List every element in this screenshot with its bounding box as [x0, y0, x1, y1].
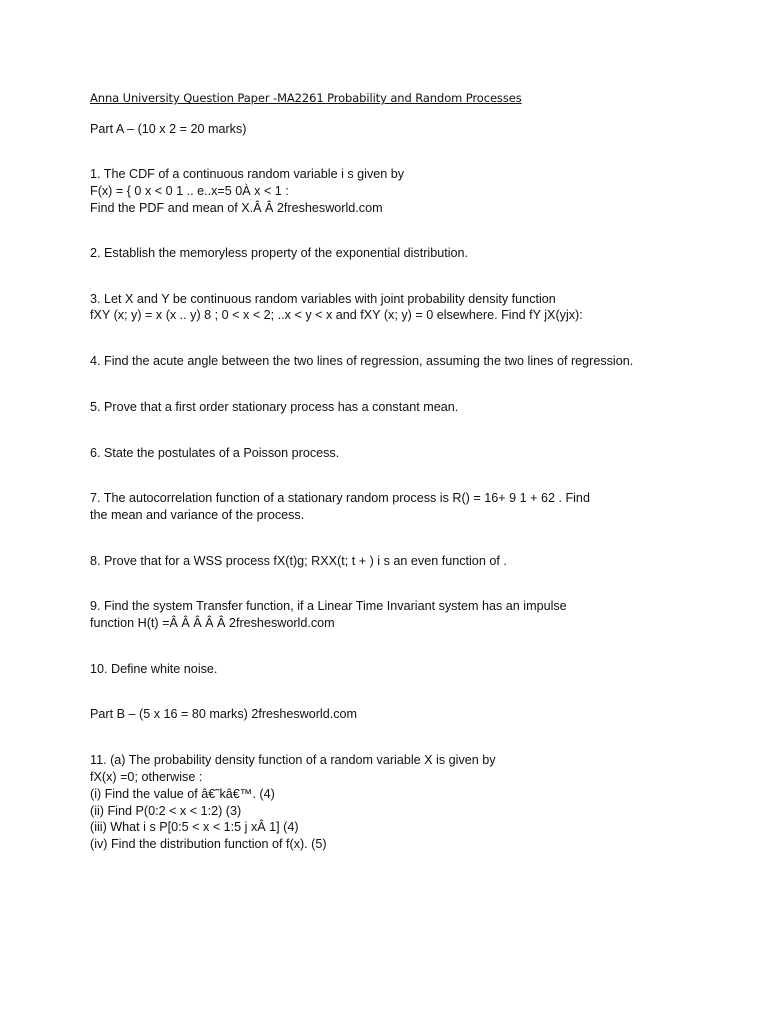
question-11-line-3: (i) Find the value of â€˜kâ€™. (4) — [90, 787, 275, 801]
question-3-line-1: 3. Let X and Y be continuous random variables with joint probability density function — [90, 292, 556, 306]
question-11-line-2: fX(x) =0; otherwise : — [90, 770, 203, 784]
question-10: 10. Define white noise. — [90, 662, 218, 676]
part-b-heading: Part B – (5 x 16 = 80 marks) 2freshesworld.com — [90, 707, 358, 721]
question-4: 4. Find the acute angle between the two lines of regression, assuming the two lines of regression. — [90, 354, 634, 368]
question-8: 8. Prove that for a WSS process fX(t)g; RXX(t; t + ) i s an even function of . — [90, 554, 507, 568]
question-11-line-5: (iii) What i s P[0:5 < x < 1:5 j xÂ 1] (4) — [90, 820, 299, 834]
question-9-line-2: function H(t) =Â Â Â Â Â 2freshesworld.com — [90, 616, 335, 630]
question-1-line-3: Find the PDF and mean of X.Â Â 2freshesworld.com — [90, 201, 383, 215]
question-3-line-2: fXY (x; y) = x (x .. y) 8 ; 0 < x < 2; ..x < y < x and fXY (x; y) = 0 elsewhere. Find fY jX(yjx): — [90, 308, 583, 322]
document-title: Anna University Question Paper -MA2261 Probability and Random Processes — [90, 91, 522, 105]
question-1-line-1: 1. The CDF of a continuous random variable i s given by — [90, 167, 405, 181]
question-2: 2. Establish the memoryless property of the exponential distribution. — [90, 246, 469, 260]
question-6: 6. State the postulates of a Poisson process. — [90, 446, 340, 460]
question-5: 5. Prove that a first order stationary process has a constant mean. — [90, 400, 459, 414]
question-7-line-1: 7. The autocorrelation function of a stationary random process is R() = 16+ 9 1 + 62 . Find — [90, 491, 590, 505]
question-7-line-2: the mean and variance of the process. — [90, 508, 305, 522]
question-11-line-6: (iv) Find the distribution function of f(x). (5) — [90, 837, 327, 851]
question-11-line-1: 11. (a) The probability density function of a random variable X is given by — [90, 753, 496, 767]
question-11-line-4: (ii) Find P(0:2 < x < 1:2) (3) — [90, 804, 242, 818]
question-1-line-2: F(x) = { 0 x < 0 1 .. e..x=5 0À x < 1 : — [90, 184, 289, 198]
part-a-heading: Part A – (10 x 2 = 20 marks) — [90, 122, 247, 136]
question-9-line-1: 9. Find the system Transfer function, if a Linear Time Invariant system has an impulse — [90, 599, 567, 613]
